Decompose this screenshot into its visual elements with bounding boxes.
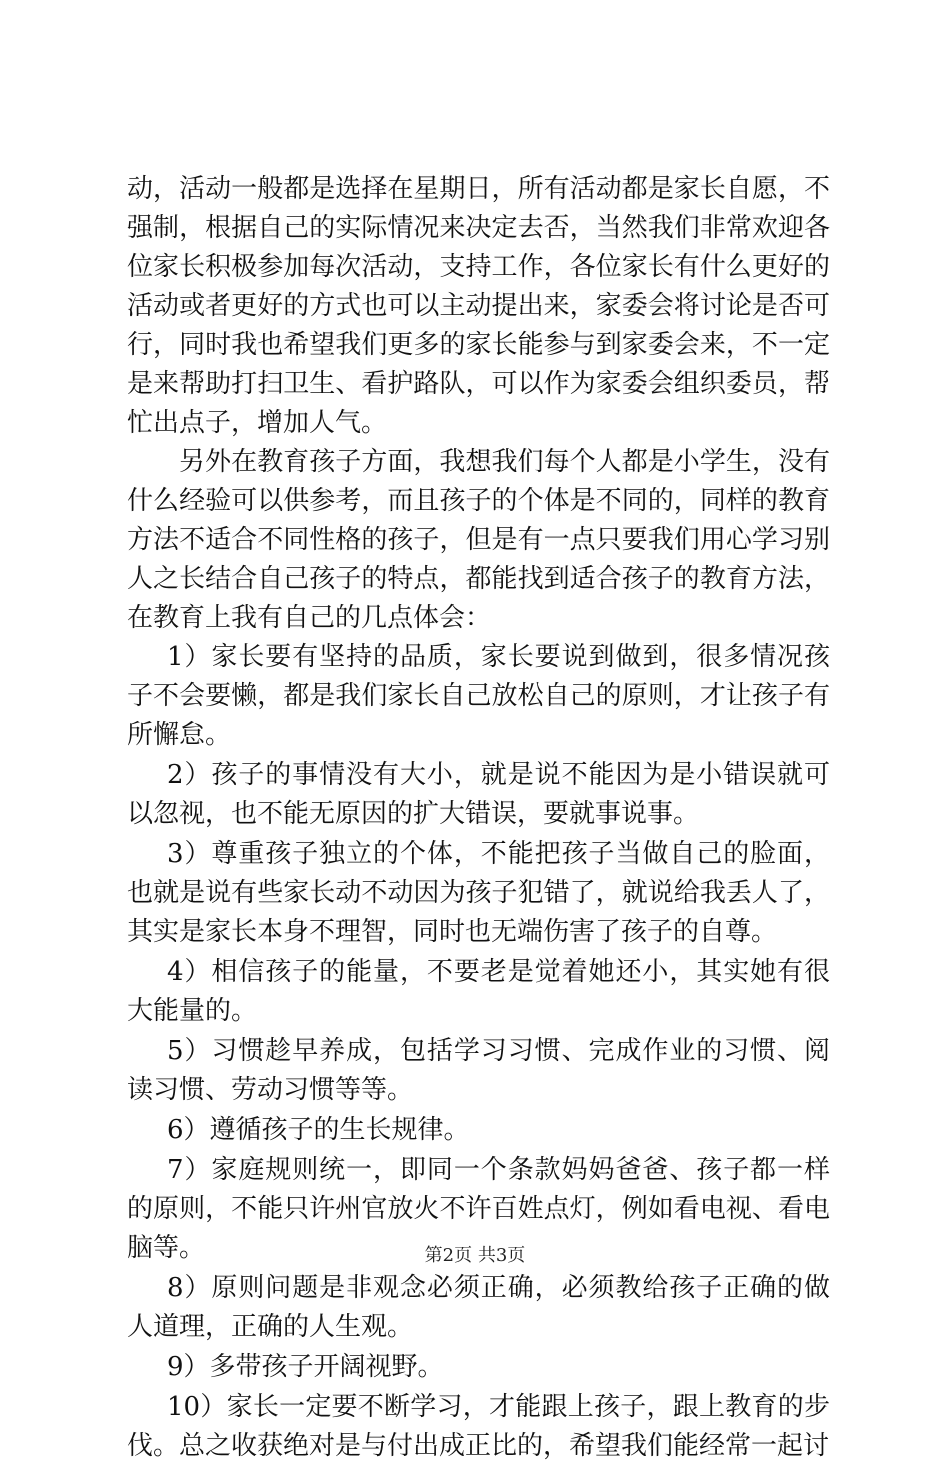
list-item-6: 6）遵循孩子的生长规律。	[167, 1115, 470, 1145]
list-item-7: 7）家庭规则统一，即同一个条款妈妈爸爸、孩子都一样的原则，不能只许州官放火不许百姓点灯，例如看电视、看电脑等。	[127, 1155, 830, 1263]
list-item-5: 5）习惯趁早养成，包括学习习惯、完成作业的习惯、阅读习惯、劳动习惯等等。	[127, 1036, 830, 1105]
paragraph-education-intro: 另外在教育孩子方面，我想我们每个人都是小学生，没有什么经验可以供参考，而且孩子的个体是不同的，同样的教育方法不适合不同性格的孩子，但是有一点只要我们用心学习别人之长结合自己孩子的特点，都能找到适合孩子的教育方法，在教育上我有自己的几点体会：	[127, 447, 830, 633]
list-item-4: 4）相信孩子的能量，不要老是觉着她还小，其实她有很大能量的。	[127, 957, 830, 1026]
list-item-9: 9）多带孩子开阔视野。	[167, 1352, 444, 1382]
list-item-2: 2）孩子的事情没有大小，就是说不能因为是小错误就可以忽视，也不能无原因的扩大错误，要就事说事。	[127, 760, 830, 829]
document-body	[127, 170, 830, 1467]
list-item-3: 3）尊重孩子独立的个体，不能把孩子当做自己的脸面，也就是说有些家长动不动因为孩子犯错了，就说给我丢人了，其实是家长本身不理智，同时也无端伤害了孩子的自尊。	[127, 839, 830, 947]
page-number-label: 第2页 共3页	[424, 1245, 526, 1266]
list-item-10: 10）家长一定要不断学习，才能跟上孩子，跟上教育的步伐。总之收获绝对是与付出成正比的，希望我们能经常一起讨	[127, 1392, 830, 1461]
page-footer	[0, 1244, 950, 1268]
paragraph-continuation: 动，活动一般都是选择在星期日，所有活动都是家长自愿，不强制，根据自己的实际情况来决定去否，当然我们非常欢迎各位家长积极参加每次活动，支持工作，各位家长有什么更好的活动或者更好的方式也可以主动提出来，家委会将讨论是否可行，同时我也希望我们更多的家长能参与到家委会来，不一定是来帮助打扫卫生、看护路队，可以作为家委会组织委员，帮忙出点子，增加人气。	[127, 174, 830, 438]
list-item-1: 1）家长要有坚持的品质，家长要说到做到，很多情况孩子不会要懒，都是我们家长自己放松自己的原则，才让孩子有所懈怠。	[127, 642, 830, 750]
list-item-8: 8）原则问题是非观念必须正确，必须教给孩子正确的做人道理，正确的人生观。	[127, 1273, 830, 1342]
